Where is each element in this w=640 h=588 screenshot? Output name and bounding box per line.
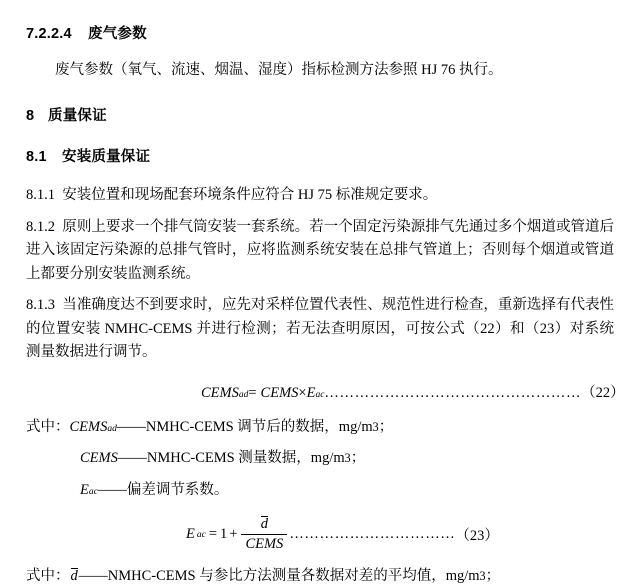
where-22-term-3-sub: ac — [88, 486, 98, 497]
formula-23-number: （23） — [455, 528, 499, 545]
formula-23-lhs: E — [186, 526, 195, 543]
where-23-desc: NMHC-CEMS 与参比方法测量各数据对差的平均值，mg/m — [107, 567, 480, 584]
section-7224 — [0, 0, 640, 82]
formula-23-fraction — [241, 516, 287, 553]
where-22-sup-1: 3 — [372, 419, 379, 434]
formula-22-times: × — [298, 384, 307, 401]
section-8-number: 8 — [26, 108, 35, 125]
formula-22-operator: = — [248, 384, 257, 401]
where-22-block — [0, 402, 640, 502]
where-23-tail: ； — [485, 567, 501, 584]
where-23-block — [0, 553, 640, 588]
where-22-term-3: E — [80, 481, 89, 498]
formula-22 — [26, 381, 625, 402]
clause-813 — [26, 294, 614, 364]
where-22-sup-2: 3 — [344, 451, 351, 466]
formula-23-denominator: CEMS — [241, 534, 287, 553]
formula-23-plus: + — [229, 526, 238, 543]
formula-23-lhs-sub: ac — [196, 529, 206, 540]
formula-23-expression — [186, 516, 289, 553]
clause-812-number: 8.1.2 — [26, 218, 55, 235]
where-22-term-2: CEMS — [80, 450, 118, 467]
section-title: 废气参数 — [88, 26, 147, 42]
where-22-row-3 — [26, 479, 614, 502]
clause-813-number: 8.1.3 — [26, 297, 55, 314]
formula-22-lhs-sub: ad — [238, 389, 249, 400]
formula-23-one: 1 — [220, 526, 228, 543]
section-number: 7.2.2.4 — [26, 26, 72, 42]
where-22-dash-1: —— — [116, 418, 146, 435]
where-22-label: 式中： — [26, 418, 70, 435]
where-23-sup: 3 — [479, 568, 486, 583]
formula-23-dots: …………………………… — [289, 526, 456, 543]
where-22-term-1-sub: ad — [107, 423, 117, 434]
clause-812 — [26, 216, 614, 286]
section-7224-paragraph: 废气参数（氧气、流速、烟温、湿度）指标检测方法参照 HJ 76 执行。 — [55, 62, 503, 78]
clause-812-text: 原则上要求一个排气筒安装一套系统。若一个固定污染源排气先通过多个烟道或管道后进入该固定污染源的总排气管时，应将监测系统安装在总排气管道上；否则每个烟道或管道上都要分别安装监测系统。 — [26, 218, 615, 282]
where-22-row-1 — [26, 416, 614, 439]
where-23-label: 式中： — [26, 567, 70, 584]
where-22-row-2 — [26, 447, 614, 470]
section-8-title: 质量保证 — [48, 108, 107, 125]
formula-23-numerator: d — [260, 516, 268, 533]
formula-22-block — [0, 365, 640, 402]
where-22-desc-2: NMHC-CEMS 测量数据，mg/m — [146, 450, 345, 467]
where-22-term-1: CEMS — [69, 418, 108, 435]
formula-23-block — [0, 502, 640, 553]
section-heading-81 — [26, 145, 614, 166]
formula-22-rhs-second: E — [306, 384, 316, 401]
clause-811 — [26, 184, 614, 207]
clause-811-text: 安装位置和现场配套环境条件应符合 HJ 75 标准规定要求。 — [62, 187, 438, 204]
where-23-term: d — [70, 567, 78, 584]
formula-22-number: （22） — [581, 384, 625, 401]
clause-813-text: 当准确度达不到要求时，应先对采样位置代表性、规范性进行检查，重新选择有代表性的位置安装 NMHC-CEMS 并进行检测；若无法查明原因，可按公式（22）和（23）对系统测量数据进行调节。 — [26, 297, 615, 361]
where-22-desc-1: NMHC-CEMS 调节后的数据，mg/m — [145, 418, 373, 435]
where-22-dash-2: —— — [117, 450, 147, 467]
clause-811-number: 8.1.1 — [26, 187, 55, 204]
formula-23-numerator-wrap — [257, 516, 272, 534]
formula-22-lhs: CEMS — [201, 384, 239, 401]
formula-23 — [26, 516, 614, 553]
where-22-dash-3: —— — [97, 481, 127, 498]
formula-23-operator: = — [208, 526, 218, 543]
section-81-title: 安装质量保证 — [62, 149, 151, 166]
where-23-row-1 — [26, 565, 614, 588]
formula-22-rhs-second-sub: ac — [315, 389, 325, 400]
section-81-number: 8.1 — [26, 149, 47, 166]
formula-22-dots: …………………………………………… — [324, 384, 582, 401]
section-8 — [0, 82, 640, 364]
where-23-dash: —— — [78, 567, 108, 584]
where-22-tail-2: ； — [350, 450, 366, 467]
section-heading-8 — [26, 104, 614, 125]
where-22-desc-3: 偏差调节系数。 — [126, 481, 229, 498]
where-22-tail-1: ； — [378, 418, 394, 435]
section-heading-7224 — [26, 22, 614, 43]
formula-22-rhs-first: CEMS — [260, 384, 299, 401]
